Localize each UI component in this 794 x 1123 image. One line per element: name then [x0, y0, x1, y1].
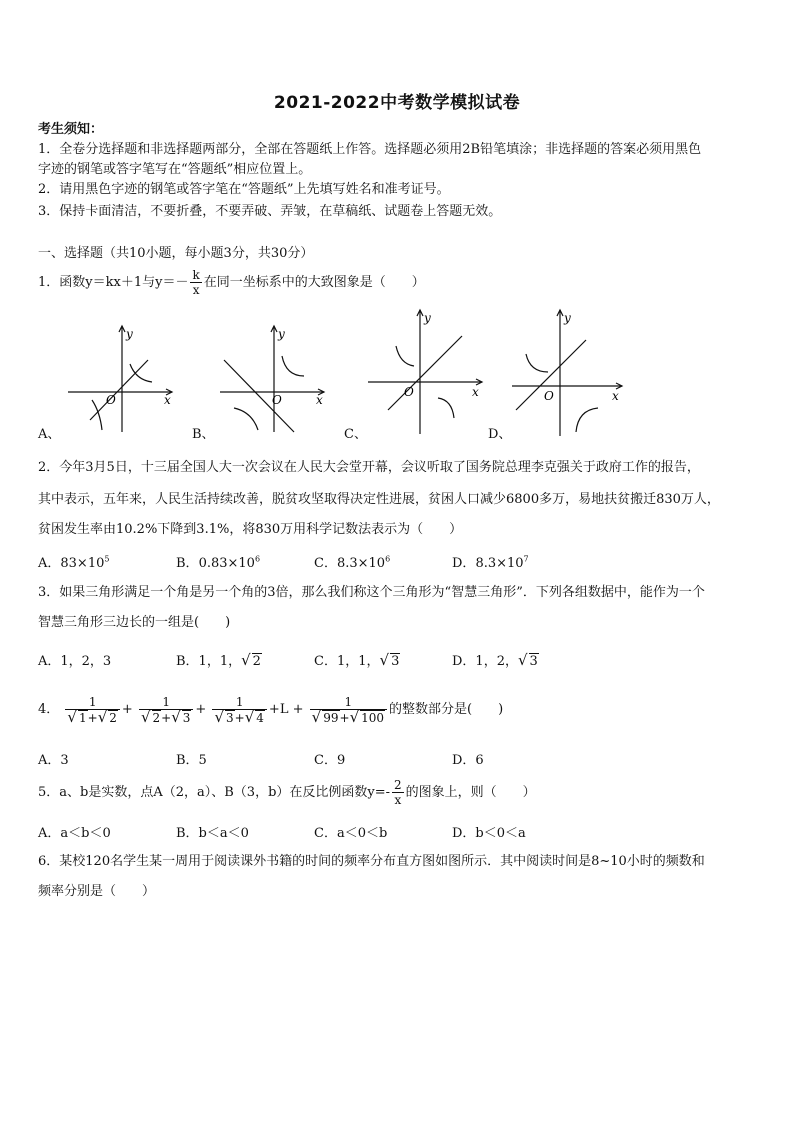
fraction-2-over-x: $\frac{2}{x}$ [394, 778, 402, 807]
graph-a-label: A、 [38, 427, 61, 442]
origin-label: O [544, 389, 554, 403]
graph-a [60, 320, 180, 440]
notice-line-3: 2．请用黑色字迹的钢笔或答字笔在“答题纸”上先填写姓名和准考证号。 [38, 182, 450, 197]
option-c: C．$8.3\times 10^6$ [314, 554, 391, 571]
question-1: 1．函数y＝kx＋1与y＝－ $\frac{k}{x}$ 在同一坐标系中的大致图象是（ ） [38, 268, 425, 297]
option-a: A．a＜b＜0 [38, 826, 111, 841]
question-3-line-2: 智慧三角形三边长的一组是( ) [38, 615, 231, 630]
notice-line-1: 1．全卷分选择题和非选择题两部分，全部在答题纸上作答。选择题必须用2B铅笔填涂；非选择题的答案必须用黑色 [38, 142, 702, 157]
section-heading: 一、选择题（共10小题，每小题3分，共30分） [38, 246, 314, 261]
option-c: C．a＜0＜b [314, 826, 388, 841]
option-d: D．6 [452, 753, 484, 768]
fraction-term-3: $\frac{1}{√ 3+√ 4}$ [212, 695, 266, 725]
option-d: D．1，2，√ 3 [452, 651, 538, 669]
graph-c-label: C、 [344, 427, 367, 442]
option-a: A．$83\times 10^5$ [38, 554, 110, 571]
page-title: 2021-2022中考数学模拟试卷 [273, 93, 521, 113]
question-2-line-3: 贫困发生率由10.2%下降到3.1%，将830万用科学记数法表示为（ ） [38, 522, 463, 537]
question-6-line-2: 频率分别是（ ） [38, 884, 156, 899]
y-axis-label: y [564, 311, 571, 325]
origin-label: O [106, 393, 116, 407]
y-axis-label: y [278, 327, 285, 341]
question-2-line-2: 其中表示，五年来，人民生活持续改善，脱贫攻坚取得决定性进展，贫困人口减少6800多万，易地扶贫搬迁830万人， [38, 492, 720, 507]
option-b: B．1，1，√ 2 [176, 651, 261, 669]
option-d: D．b＜0＜a [452, 826, 526, 841]
x-axis-label: x [612, 389, 619, 403]
option-c: C．1，1，√ 3 [314, 651, 400, 669]
x-axis-label: x [472, 385, 479, 399]
graph-b-label: B、 [192, 427, 215, 442]
graph-c [362, 306, 488, 440]
x-axis-label: x [316, 393, 323, 407]
option-d: D．$8.3\times 10^7$ [452, 554, 529, 571]
graph-b [212, 320, 332, 440]
notice-heading: 考生须知： [38, 122, 104, 137]
notice-line-4: 3．保持卡面清洁，不要折叠，不要弄破、弄皱，在草稿纸、试题卷上答题无效。 [38, 204, 502, 219]
y-axis-label: y [126, 327, 133, 341]
option-c: C．9 [314, 753, 346, 768]
question-3-line-1: 3．如果三角形满足一个角是另一个角的3倍，那么我们称这个三角形为“智慧三角形”．下列各组数据中，能作为一个 [38, 585, 705, 600]
option-a: A．1，2，3 [38, 654, 112, 669]
question-4: 4． $\frac{1}{√ 1+√ 2}$ + $\frac{1}{√ 2+√ 3}$ + $\frac{1}{√ 3+√ 4}$ +L + $\frac{1}{√ 99+√ 100}$ 的整数部分是( ) [38, 694, 504, 726]
question-2-line-1: 2．今年3月5日，十三届全国人大一次会议在人民大会堂开幕，会议听取了国务院总理李克强关于政府工作的报告， [38, 460, 700, 475]
option-b: B．$0.83\times 10^6$ [176, 554, 261, 571]
option-b: B．b＜a＜0 [176, 826, 249, 841]
fraction-term-1: $\frac{1}{√ 1+√ 2}$ [65, 695, 119, 725]
question-6-line-1: 6．某校120名学生某一周用于阅读课外书籍的时间的频率分布直方图如图所示．其中阅读时间是8~10小时的频数和 [38, 854, 705, 869]
origin-label: O [272, 393, 282, 407]
x-axis-label: x [164, 393, 171, 407]
y-axis-label: y [424, 311, 431, 325]
question-5: 5．a、b是实数，点A（2，a）、B（3，b）在反比例函数y=- $\frac{2}{x}$ 的图象上，则（ ） [38, 778, 536, 807]
origin-label: O [404, 385, 414, 399]
graph-d [508, 306, 628, 440]
fraction-term-last: $\frac{1}{√ 99+√ 100}$ [310, 695, 387, 725]
fraction-k-over-x: $\frac{k}{x}$ [192, 268, 200, 297]
option-b: B．5 [176, 753, 207, 768]
option-a: A．3 [38, 753, 69, 768]
fraction-term-2: $\frac{1}{√ 2+√ 3}$ [139, 695, 193, 725]
notice-line-2: 字迹的钢笔或答字笔写在“答题纸”相应位置上。 [38, 162, 312, 177]
graph-d-label: D、 [488, 427, 512, 442]
